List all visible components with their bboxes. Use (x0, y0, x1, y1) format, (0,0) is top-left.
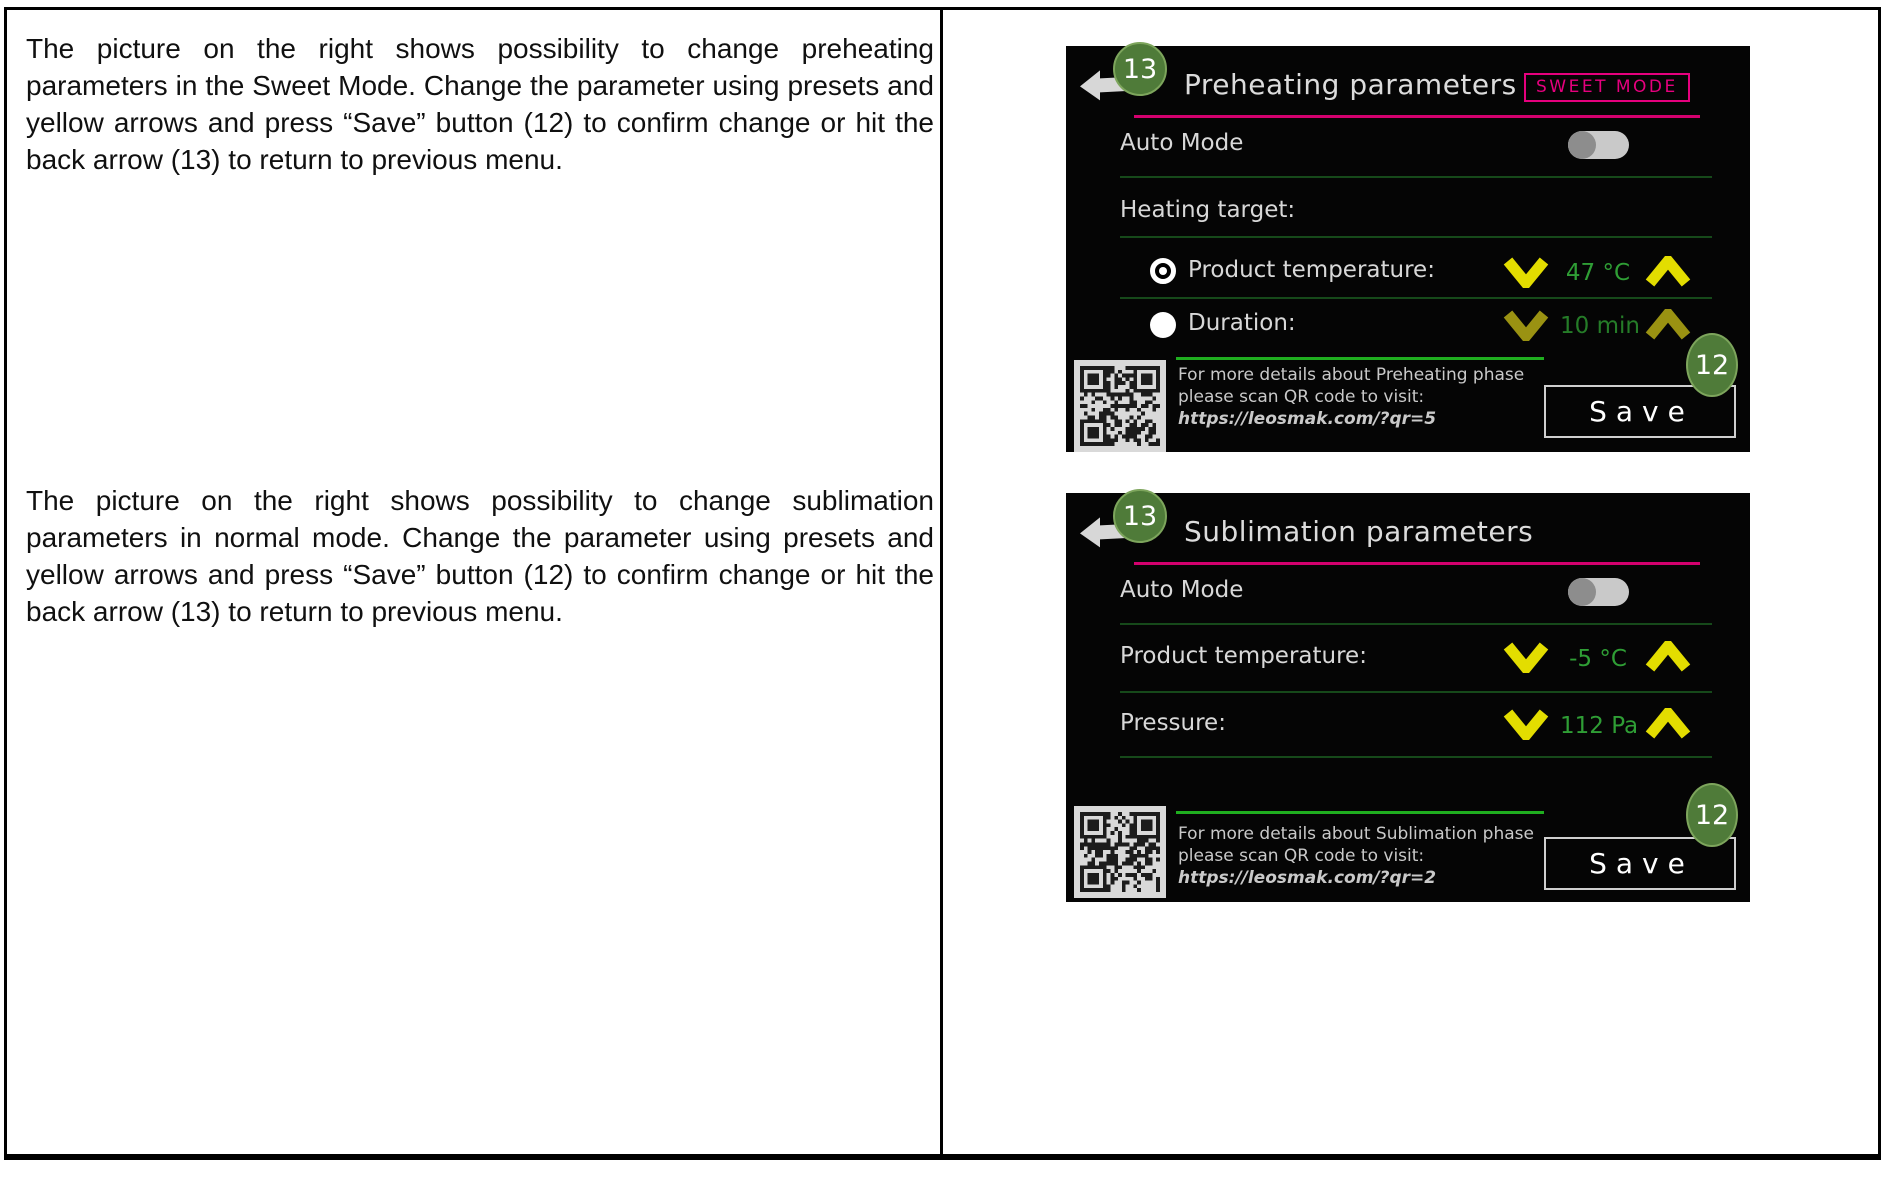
callout-badge-13: 13 (1113, 489, 1167, 543)
footer-divider (1176, 357, 1544, 360)
footer-note-line2: please scan QR code to visit: (1178, 846, 1425, 866)
duration-value: 10 min (1560, 313, 1640, 339)
product-temperature-value: -5 °C (1569, 646, 1627, 672)
callout-badge-13: 13 (1113, 42, 1167, 96)
footer-note-line2: please scan QR code to visit: (1178, 387, 1425, 407)
product-temperature-radio[interactable] (1150, 258, 1176, 284)
pressure-label: Pressure: (1120, 710, 1226, 736)
separator (1120, 176, 1712, 178)
footer-url: https://leosmak.com/?qr=2 (1178, 868, 1437, 888)
product-temperature-label: Product temperature: (1188, 257, 1435, 283)
auto-mode-label: Auto Mode (1120, 577, 1244, 603)
product-temperature-label: Product temperature: (1120, 643, 1367, 669)
separator (1120, 691, 1712, 693)
decrease-arrow-icon[interactable] (1503, 256, 1549, 288)
auto-mode-toggle[interactable] (1568, 578, 1629, 606)
duration-label: Duration: (1188, 310, 1296, 336)
footer-divider (1176, 811, 1544, 814)
decrease-arrow-icon[interactable] (1503, 309, 1549, 341)
pressure-value: 112 Pa (1560, 713, 1639, 739)
title-underline (1134, 562, 1700, 565)
separator (1120, 236, 1712, 238)
sweet-mode-badge: SWEET MODE (1524, 73, 1690, 102)
save-button[interactable]: Save (1544, 385, 1736, 438)
save-button[interactable]: Save (1544, 837, 1736, 890)
qr-code-image (1074, 360, 1166, 452)
column-divider (940, 7, 943, 1157)
decrease-arrow-icon[interactable] (1503, 708, 1549, 740)
increase-arrow-icon[interactable] (1645, 309, 1691, 341)
instruction-paragraph-sublimation: The picture on the right shows possibility to change sublimation parameters in normal mode. Change the parameter using presets and yellow arrows and press “Save” button (12) to confirm change or hit the back arrow (13) to return to previous menu. (26, 485, 934, 627)
panel-title: Sublimation parameters (1184, 515, 1534, 548)
separator (1120, 756, 1712, 758)
panel-title: Preheating parameters (1184, 68, 1517, 101)
auto-mode-label: Auto Mode (1120, 130, 1244, 156)
callout-badge-12: 12 (1686, 783, 1738, 847)
qr-code-image (1074, 806, 1166, 898)
title-underline (1134, 115, 1700, 118)
toggle-knob (1568, 131, 1596, 159)
footer-note (1178, 823, 1534, 889)
footer-note-line1: For more details about Sublimation phase (1178, 824, 1534, 844)
footer-url: https://leosmak.com/?qr=5 (1178, 409, 1437, 429)
duration-radio[interactable] (1150, 312, 1176, 338)
increase-arrow-icon[interactable] (1645, 256, 1691, 288)
instruction-paragraph-preheating: The picture on the right shows possibility to change preheating parameters in the Sweet Mode. Change the parameter using presets and yellow arrows and press “Save” button (12) to confirm change or hit the back arrow (13) to return to previous menu. (26, 33, 934, 175)
auto-mode-toggle[interactable] (1568, 131, 1629, 159)
toggle-knob (1568, 578, 1596, 606)
preheating-screen (1066, 46, 1750, 452)
product-temperature-value: 47 °C (1565, 260, 1631, 286)
footer-note (1178, 364, 1524, 430)
sublimation-screen (1066, 493, 1750, 902)
footer-note-line1: For more details about Preheating phase (1178, 365, 1525, 385)
decrease-arrow-icon[interactable] (1503, 641, 1549, 673)
callout-badge-12: 12 (1686, 333, 1738, 397)
increase-arrow-icon[interactable] (1645, 708, 1691, 740)
increase-arrow-icon[interactable] (1645, 641, 1691, 673)
separator (1120, 623, 1712, 625)
heating-target-label: Heating target: (1120, 197, 1296, 223)
separator (1120, 297, 1712, 299)
